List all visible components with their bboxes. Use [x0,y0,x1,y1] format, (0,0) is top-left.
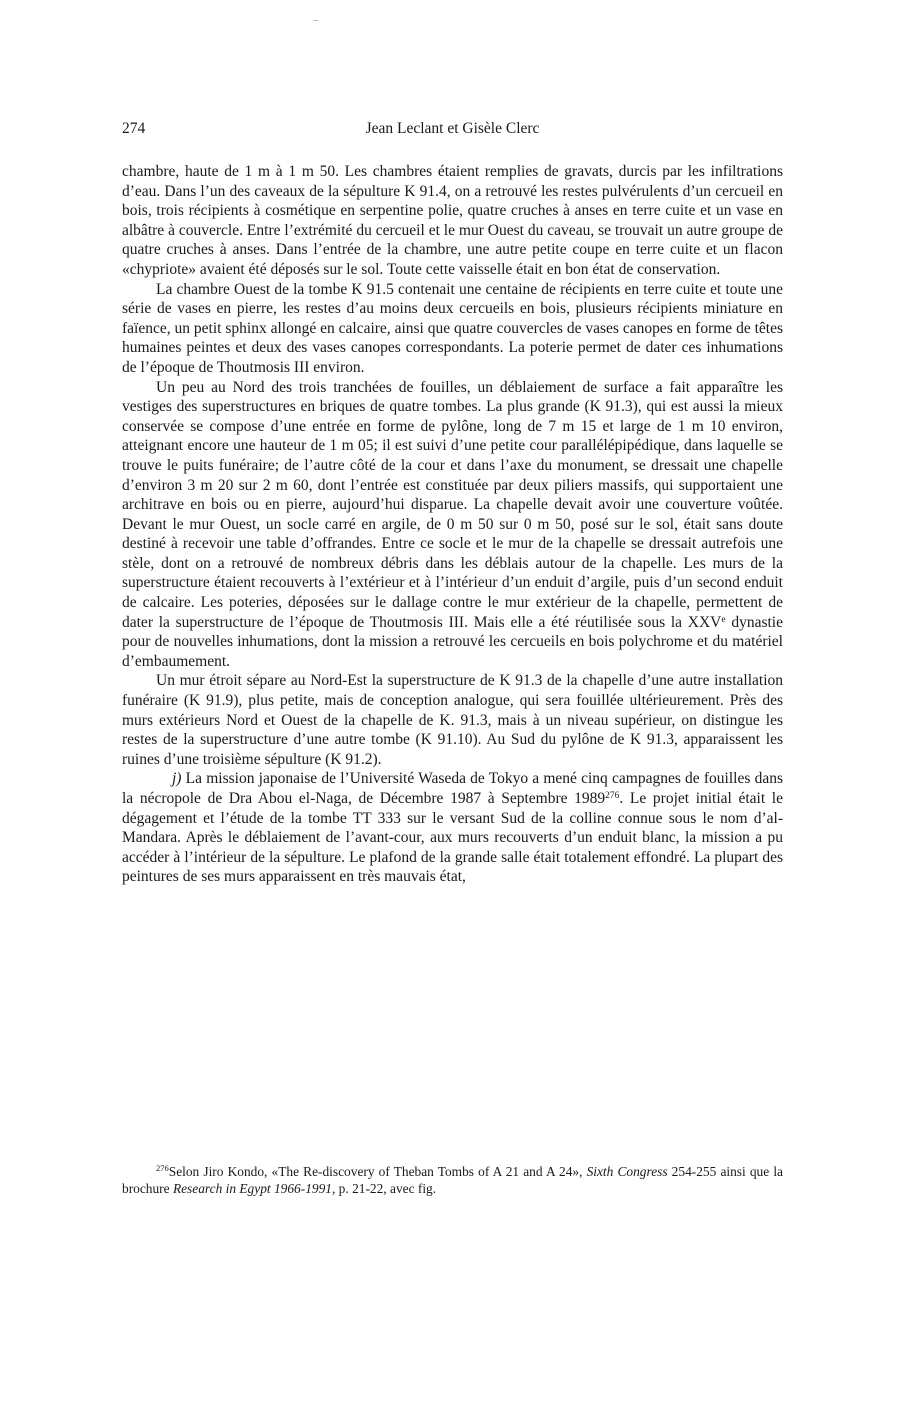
footnote-italic-title-1: Sixth Congress [586,1164,668,1179]
paragraph-5-text-a: La mission japonaise de l’Université Waseda de Tokyo a mené cinq campagnes de fouilles dans la nécropole de Dra Abou el-Naga, de Décembre 1987 à Septembre 1989 [122,770,783,807]
superscript-e: e [721,614,726,625]
footnote-italic-title-2: Research in Egypt 1966-1991, [172,1181,336,1196]
body-text [122,162,783,887]
paragraph-1: chambre, haute de 1 m à 1 m 50. Les chambres étaient remplies de gravats, durcis par les infiltrations d’eau. Dans l’un des caveaux de la sépulture K 91.4, on a retrouvé les restes pulvérulents d’un cercueil en bois, trois récipients à cosmétique en serpentine polie, quatre cruches à anses en terre cuite et un vase en albâtre à couvercle. Entre l’extrémité du cercueil et le mur Ouest du caveau, se trouvait un autre groupe de quatre cruches à anses. Dans l’entrée de la chambre, une autre petite coupe en terre cuite et un flacon «chypriote» avaient été déposés sur le sol. Toute cette vaisselle était en bon état de conservation. [122,163,783,278]
footnote-text-c: p. 21-22, avec fig. [335,1181,437,1196]
paragraph-3-text-b: dynastie pour de nouvelles inhumations, dont la mission a retrouvé les cercueils en bois polychrome et du matériel d’embaumement. [122,613,783,670]
paragraph-3 [122,378,783,672]
paragraph-5-text-b: . Le projet initial était le dégagement et l’étude de la tombe TT 333 sur le versant Sud de la colline connue sous le nom d’al-Mandara. Après le déblaiement de l’avant-cour, aux murs recouverts d’un enduit blanc, la mission a pu accéder à l’intérieur de la sépulture. Le plafond de la grande salle était totalement effondré. La plupart des peintures de ses murs apparaissent en très mauvais état, [122,790,783,886]
page-header [122,120,783,140]
page-number: 274 [122,120,146,137]
running-title: Jean Leclant et Gisèle Clerc [365,120,540,137]
paragraph-2: La chambre Ouest de la tombe K 91.5 contenait une centaine de récipients en terre cuite et toute une série de vases en pierre, les restes d’au moins deux cercueils en bois, plusieurs récipients miniature en faïence, un petit sphinx allongé en calcaire, ainsi que quatre couvercles de vases canopes en forme de têtes humaines peintes et deux des vases canopes correspondants. La poterie permet de dater ces inhumations de l’époque de Thoutmosis III environ. [122,280,783,376]
paragraph-3-text-a: Un peu au Nord des trois tranchées de fouilles, un déblaiement de surface a fait apparaître les vestiges des superstructures en briques de quatre tombes. La plus grande (K 91.3), qui est aussi la mieux conservée se compose d’une entrée en forme de pylône, long de 7 m 15 et large de 1 m 10 environ, atteignant encore une hauteur de 1 m 05; il est suivi d’une petite cour parallélépipédique, dans laquelle se trouve le puits funéraire; de l’autre côté de la cour et dans l’axe du monument, se dressait une chapelle d’environ 3 m 20 sur 2 m 60, dont l’entrée est constituée par deux piliers massifs, qui supportaient une architrave en bois ou en pierre, aujourd’hui disparue. La chapelle devait avoir une couverture voûtée. Devant le mur Ouest, un socle carré en argile, de 0 m 50 sur 0 m 50, posé sur le sol, était sans doute destiné à recevoir une table d’offrandes. Entre ce socle et le mur de la chapelle se dressait autrefois une stèle, dont on a retrouvé de nombreux débris dans les déblais autour de la chapelle. Les murs de la superstructure étaient recouverts à l’extérieur et à l’intérieur d’un enduit d’argile, puis d’un second enduit de calcaire. Les poteries, déposées sur le dallage contre le mur extérieur de la chapelle, permettent de dater la superstructure de l’époque de Thoutmosis III. Mais elle a été réutilisée sous la XXV [122,378,783,631]
scan-mark [313,20,318,21]
paragraph-4: Un mur étroit sépare au Nord-Est la superstructure de K 91.3 de la chapelle d’une autre installation funéraire (K 91.9), plus petite, mais de conception analogue, qui sera fouillée ultérieurement. Près des murs extérieurs Nord et Ouest de la chapelle de K. 91.3, mais à un niveau supérieur, on distingue les restes de la superstructure d’une autre tombe (K 91.10). Au Sud du pylône de K 91.3, apparaissent les ruines d’une troisième sépulture (K 91.2). [122,672,783,768]
paragraph-5 [122,769,783,887]
footnote-reference[interactable]: 276 [605,791,620,801]
paragraph-5-label: j) [172,770,182,788]
footnote [122,1163,783,1197]
footnote-text-a: Selon Jiro Kondo, «The Re-discovery of Theban Tombs of A 21 and A 24», [168,1164,587,1179]
footnote-text-b: 254-255 ainsi que la brochure [122,1164,783,1196]
footnote-number: 276 [156,1163,169,1173]
